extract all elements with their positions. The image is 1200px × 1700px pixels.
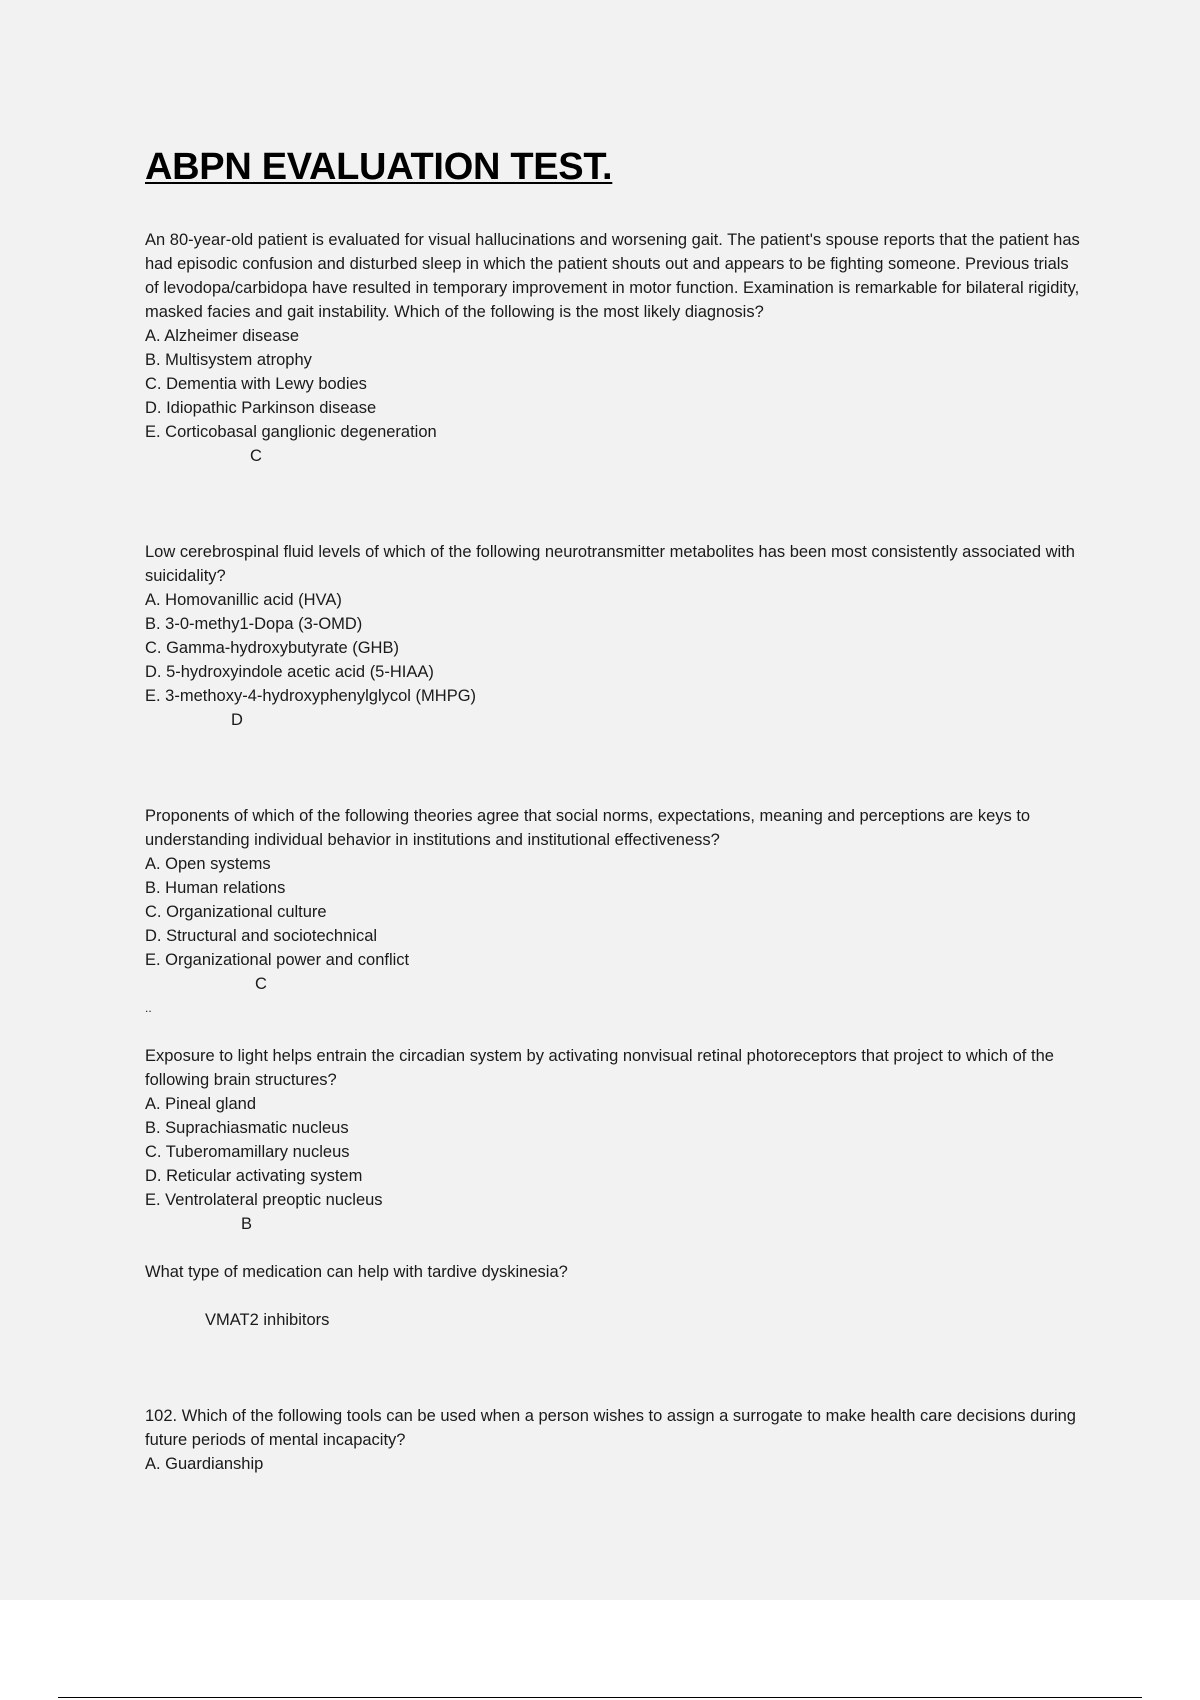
- option-a: A. Open systems: [145, 855, 271, 873]
- question-1: [145, 228, 1085, 468]
- footer-rule: [58, 1697, 1142, 1698]
- question-5: [145, 1260, 1085, 1332]
- option-e: E. Ventrolateral preoptic nucleus: [145, 1191, 383, 1209]
- question-stem: Proponents of which of the following theories agree that social norms, expectations, meaning and perceptions are keys to understanding individual behavior in institutions and institutional effectiveness?: [145, 807, 1031, 849]
- options-list: [145, 1092, 1085, 1212]
- question-stem: 102. Which of the following tools can be used when a person wishes to assign a surrogate to make health care decisions during future periods of mental incapacity?: [145, 1407, 1076, 1449]
- trailing-dots: ..: [145, 1001, 152, 1015]
- question-3: [145, 804, 1085, 1020]
- option-b: B. 3-0-methy1-Dopa (3-OMD): [145, 615, 363, 633]
- option-d: D. Reticular activating system: [145, 1167, 363, 1185]
- question-6: [145, 1404, 1085, 1476]
- option-d: D. Structural and sociotechnical: [145, 927, 378, 945]
- options-list: [145, 852, 1085, 972]
- options-list: [145, 588, 1085, 708]
- answer-text: VMAT2 inhibitors: [205, 1311, 330, 1329]
- page-title: ABPN EVALUATION TEST.: [145, 146, 613, 188]
- option-c: C. Tuberomamillary nucleus: [145, 1143, 350, 1161]
- options-list: [145, 324, 1085, 444]
- option-b: B. Multisystem atrophy: [145, 351, 312, 369]
- answer-text: B: [241, 1215, 253, 1233]
- option-c: C. Organizational culture: [145, 903, 327, 921]
- option-b: B. Suprachiasmatic nucleus: [145, 1119, 349, 1137]
- option-a: A. Pineal gland: [145, 1095, 256, 1113]
- option-a: A. Homovanillic acid (HVA): [145, 591, 342, 609]
- option-e: E. Corticobasal ganglionic degeneration: [145, 423, 437, 441]
- option-e: E. 3-methoxy-4-hydroxyphenylglycol (MHPG): [145, 687, 477, 705]
- option-e: E. Organizational power and conflict: [145, 951, 410, 969]
- question-stem: Exposure to light helps entrain the circadian system by activating nonvisual retinal photoreceptors that project to which of the following brain structures?: [145, 1047, 1054, 1089]
- document-body: [145, 228, 1085, 1476]
- answer-text: C: [255, 975, 267, 993]
- question-2: [145, 540, 1085, 732]
- question-stem: What type of medication can help with tardive dyskinesia?: [145, 1263, 568, 1281]
- option-d: D. 5-hydroxyindole acetic acid (5-HIAA): [145, 663, 434, 681]
- option-a: A. Guardianship: [145, 1455, 264, 1473]
- option-a: A. Alzheimer disease: [145, 327, 300, 345]
- question-stem: Low cerebrospinal fluid levels of which of the following neurotransmitter metabolites has been most consistently associated with suicidality?: [145, 543, 1075, 585]
- question-stem: An 80-year-old patient is evaluated for visual hallucinations and worsening gait. The patient's spouse reports that the patient has had episodic confusion and disturbed sleep in which the patient shouts out and appears to be fighting someone. Previous trials of levodopa/carbidopa have resulted in temporary improvement in motor function. Examination is remarkable for bilateral rigidity, masked facies and gait instability. Which of the following is the most likely diagnosis?: [145, 231, 1080, 321]
- option-c: C. Dementia with Lewy bodies: [145, 375, 367, 393]
- answer-text: C: [250, 447, 262, 465]
- option-c: C. Gamma-hydroxybutyrate (GHB): [145, 639, 399, 657]
- option-d: D. Idiopathic Parkinson disease: [145, 399, 377, 417]
- answer-text: D: [231, 711, 243, 729]
- question-4: [145, 1044, 1085, 1236]
- options-list: [145, 1452, 1085, 1476]
- option-b: B. Human relations: [145, 879, 286, 897]
